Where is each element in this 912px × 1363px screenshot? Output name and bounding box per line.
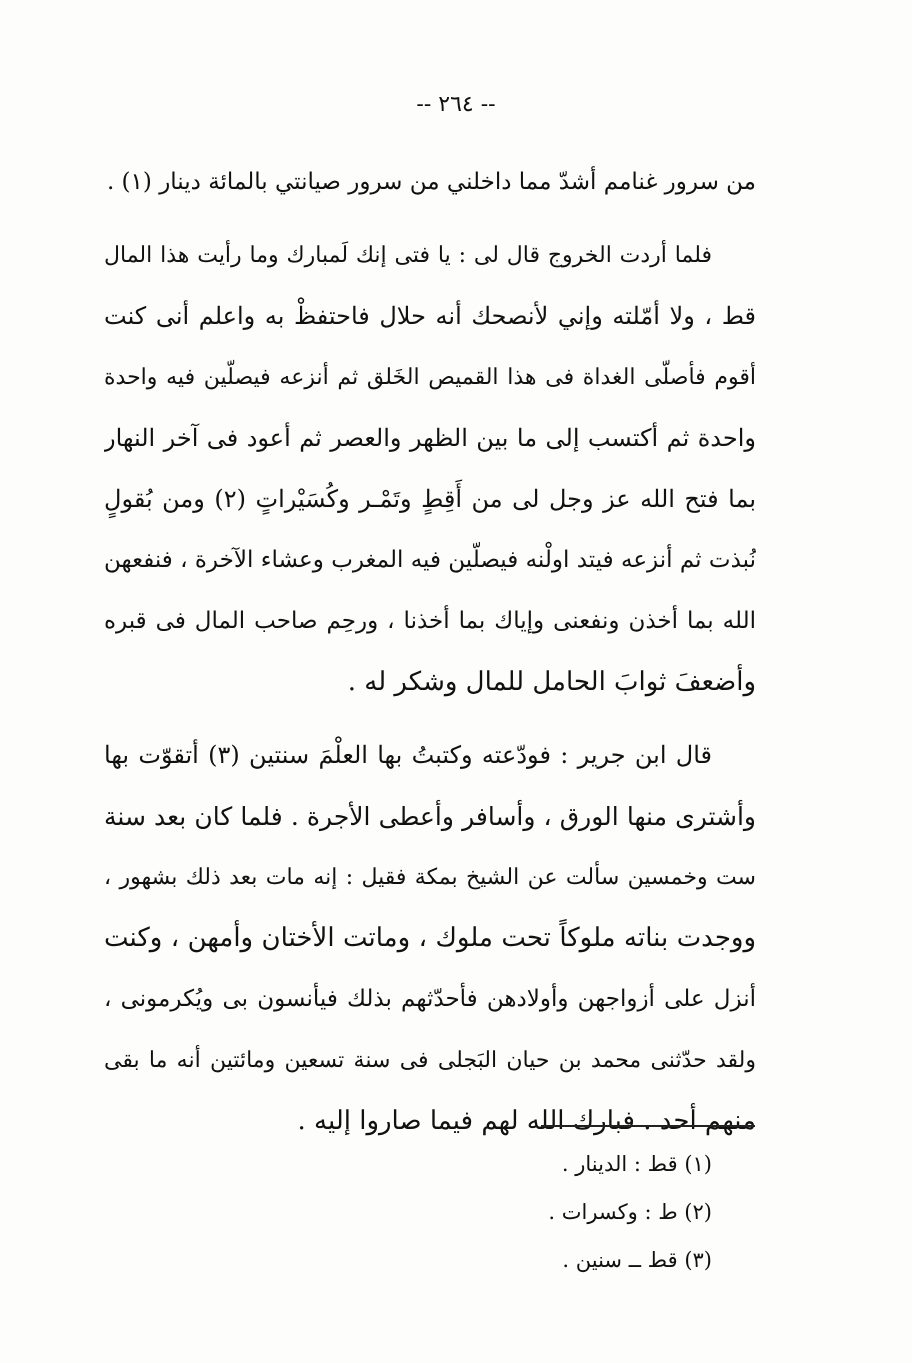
text-line: وأشترى منها الورق ، وأسافر وأعطى الأجرة . فلما كان بعد سنة <box>104 802 756 831</box>
text-line: ست وخمسين سألت عن الشيخ بمكة فقيل : إنه مات بعد ذلك بشهور ، <box>104 865 756 890</box>
text-line: بما فتح الله عز وجل لى من أَقِطٍ وتَمْـر وكُسَيْراتٍ (٢) ومن بُقولٍ <box>104 485 756 513</box>
text-line: واحدة ثم أكتسب إلى ما بين الظهر والعصر ثم أعود فى آخر النهار <box>104 424 756 452</box>
footnotes <box>372 1140 712 1284</box>
text-line: وأضعفَ ثوابَ الحامل للمال وشكر له . <box>347 667 756 697</box>
text-line: نُبذت ثم أنزعه فيتد اولْنه فيصلّين فيه المغرب وعشاء الآخرة ، فنفعهن <box>104 547 756 573</box>
body-text <box>104 152 756 1152</box>
text-line: أنزل على أزواجهن وأولادهن فأحدّثهم بذلك فيأنسون بى ويُكرمونى ، <box>104 986 756 1012</box>
text-line: الله بما أخذن ونفعنى وإياك بما أخذنا ، ورحِم صاحب المال فى قبره <box>104 608 756 634</box>
text-line: فلما أردت الخروج قال لى : يا فتى إنك لَمبارك وما رأيت هذا المال <box>104 243 712 268</box>
text-line: قط ، ولا أمّلته وإني لأنصحك أنه حلال فاحتفظْ به واعلم أنى كنت <box>104 302 756 330</box>
text-line: ولقد حدّثنى محمد بن حيان البَجلى فى سنة تسعين ومائتين أنه ما بقى <box>104 1048 756 1073</box>
footnote: (٢) ط : وكسرات . <box>548 1200 712 1224</box>
page-number: -- ٢٦٤ -- <box>416 92 496 117</box>
text-line: قال ابن جرير : فودّعته وكتبتُ بها العلْمَ سنتين (٣) أتقوّت بها <box>104 741 713 769</box>
text-line: من سرور غنامم أشدّ مما داخلني من سرور صيانتي بالمائة دينار (١) . <box>106 169 756 195</box>
text-line: ووجدت بناته ملوكاً تحت ملوك ، وماتت الأختان وأمهن ، وكنت <box>104 923 756 953</box>
text-line: منهم أحد . فبارك الله لهم فيما صاروا إليه . <box>297 1106 756 1136</box>
text-line: أقوم فأصلّى الغداة فى هذا القميص الخَلق ثم أنزعه فيصلّين فيه واحدة <box>104 365 756 390</box>
footnote: (٣) قط ــ سنين . <box>562 1248 712 1272</box>
footnote-divider <box>541 1125 755 1127</box>
footnote: (١) قط : الدينار . <box>561 1152 712 1176</box>
